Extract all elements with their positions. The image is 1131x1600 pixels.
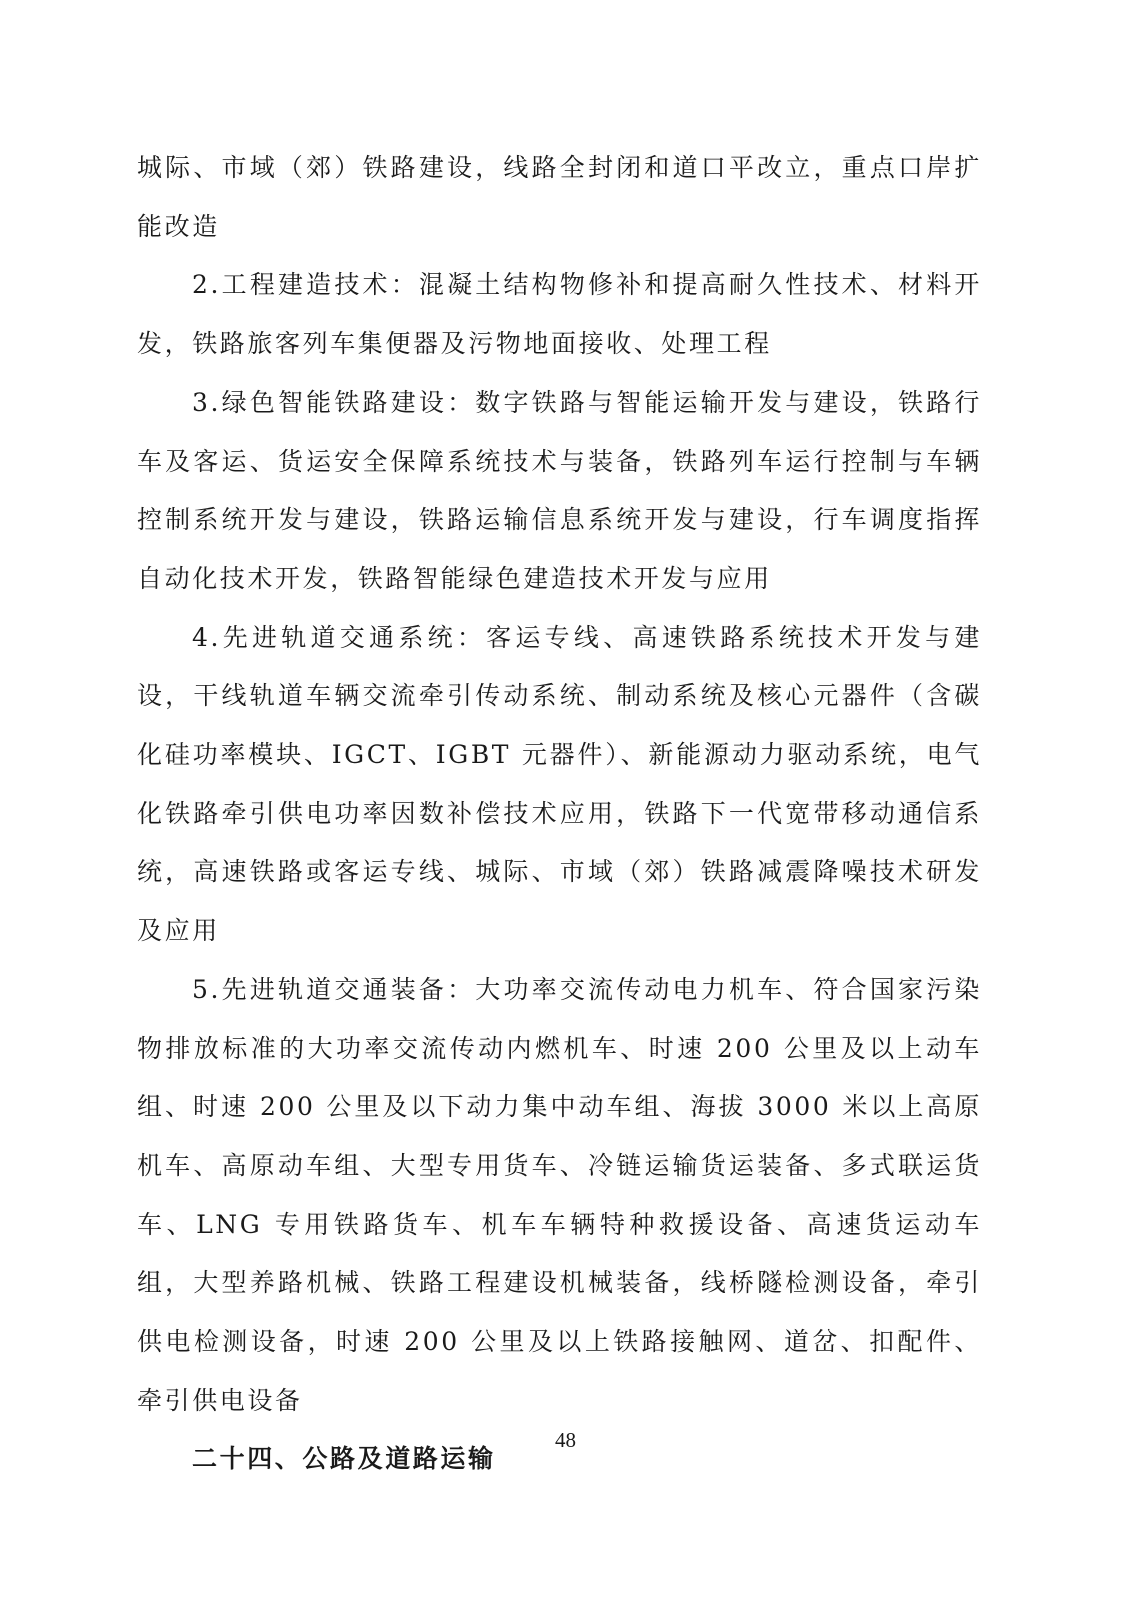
page-number: 48	[555, 1428, 576, 1452]
paragraph-item-3: 3.绿色智能铁路建设：数字铁路与智能运输开发与建设，铁路行车及客运、货运安全保障系统技术与装备，铁路列车运行控制与车辆控制系统开发与建设，铁路运输信息系统开发与建设，行车调度指挥自动化技术开发，铁路智能绿色建造技术开发与应用	[137, 387, 982, 593]
paragraph-continued: 城际、市域（郊）铁路建设，线路全封闭和道口平改立，重点口岸扩能改造	[137, 153, 982, 241]
page-body	[137, 139, 982, 1489]
section-heading: 二十四、公路及道路运输	[192, 1444, 496, 1474]
paragraph-item-2: 2.工程建造技术：混凝土结构物修补和提高耐久性技术、材料开发，铁路旅客列车集便器及污物地面接收、处理工程	[137, 270, 982, 359]
paragraph-item-5: 5.先进轨道交通装备：大功率交流传动电力机车、符合国家污染物排放标准的大功率交流传动内燃机车、时速 200 公里及以上动车组、时速 200 公里及以下动力集中动车组、海拔 3000 米以上高原机车、高原动车组、大型专用货车、冷链运输货运装备、多式联运货车、LNG 专用铁路货车、机车车辆特种救援设备、高速货运动车组，大型养路机械、铁路工程建设机械装备，线桥隧检测设备，牵引供电检测设备，时速 200 公里及以上铁路接触网、道岔、扣配件、牵引供电设备	[137, 974, 982, 1415]
paragraph-item-4: 4.先进轨道交通系统：客运专线、高速铁路系统技术开发与建设，干线轨道车辆交流牵引传动系统、制动系统及核心元器件（含碳化硅功率模块、IGCT、IGBT 元器件）、新能源动力驱动系统，电气化铁路牵引供电功率因数补偿技术应用，铁路下一代宽带移动通信系统，高速铁路或客运专线、城际、市域（郊）铁路减震降噪技术研发及应用	[137, 622, 982, 946]
